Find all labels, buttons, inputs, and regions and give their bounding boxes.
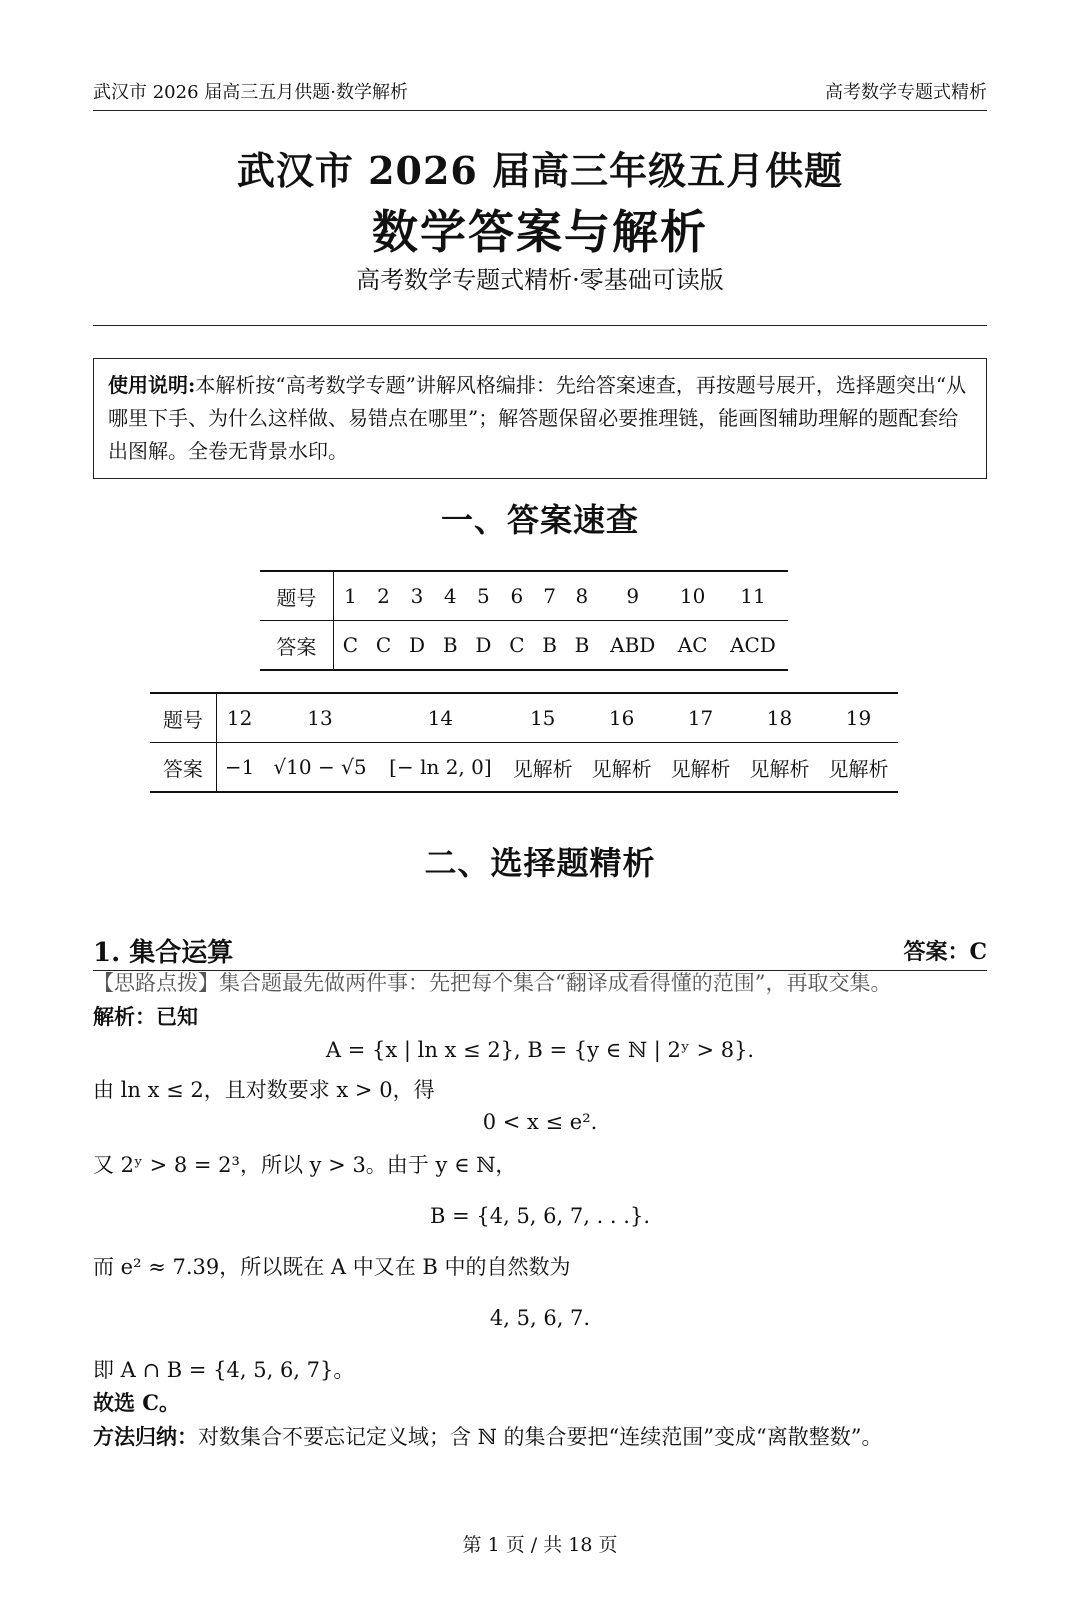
step-exponent: 又 2ʸ > 8 = 2³，所以 y > 3。由于 y ∈ ℕ， [93, 1153, 517, 1177]
table2-number-cell: 19 [819, 693, 898, 743]
running-header [93, 76, 987, 111]
table2-answer-cell: 见解析 [819, 743, 898, 793]
table1-answer-cell: B [566, 621, 598, 671]
question-1-analysis-label: 解析：已知 [93, 1004, 198, 1029]
table1-answer-cell: B [434, 621, 466, 671]
table2-answer-cell: 见解析 [740, 743, 819, 793]
table2-answer-cell: 见解析 [661, 743, 740, 793]
equation-sets: A = {x | ln x ≤ 2}, B = {y ∈ ℕ | 2ʸ > 8}. [325, 1038, 755, 1062]
table1-number-cell: 4 [434, 571, 466, 621]
subtitle: 高考数学专题式精析·零基础可读版 [356, 266, 724, 294]
table1-answer-cell: C [333, 621, 367, 671]
usage-note-label: 使用说明: [108, 373, 196, 397]
method-text: 对数集合不要忘记定义域；含 ℕ 的集合要把“连续范围”变成“离散整数”。 [198, 1425, 883, 1449]
step-intersection: 即 A ∩ B = {4, 5, 6, 7}。 [93, 1358, 355, 1382]
table1-number-cell: 3 [400, 571, 434, 621]
title-rule [93, 325, 987, 326]
table1-number-cell: 8 [566, 571, 598, 621]
table1-answer-cell: B [533, 621, 565, 671]
step-compare: 而 e² ≈ 7.39，所以既在 A 中又在 B 中的自然数为 [93, 1255, 571, 1279]
table1-number-cell: 6 [500, 571, 533, 621]
question-1-header [93, 930, 987, 971]
table2-number-cell: 14 [378, 693, 504, 743]
page-footer: 第 1 页 / 共 18 页 [462, 1534, 618, 1556]
step-log-domain: 由 ln x ≤ 2，且对数要求 x > 0，得 [93, 1078, 435, 1102]
table1-answer-cell: ABD [598, 621, 667, 671]
question-1-tip: 【思路点拨】集合题最先做两件事：先把每个集合“翻译成看得懂的范围”，再取交集。 [93, 971, 892, 995]
table2-answer-cell: 见解析 [503, 743, 582, 793]
table2-number-cell: 17 [661, 693, 740, 743]
table2-answer-cell: √10 − √5 [262, 743, 377, 793]
method-summary [93, 1422, 987, 1452]
table1-answer-cell: D [400, 621, 434, 671]
header-right: 高考数学专题式精析 [825, 82, 987, 103]
table1-answer-header: 答案 [260, 621, 333, 671]
usage-note-box [93, 358, 987, 479]
table1-answer-cell: C [367, 621, 400, 671]
answer-table-2 [150, 692, 898, 793]
table1-number-cell: 11 [718, 571, 788, 621]
table2-number-cell: 12 [216, 693, 262, 743]
table2-answer-cell: −1 [216, 743, 262, 793]
section-answer-key: 一、答案速查 [440, 501, 639, 539]
question-1-title: 1. 集合运算 [93, 937, 234, 968]
table1-number-cell: 9 [598, 571, 667, 621]
table2-answer-header: 答案 [150, 743, 216, 793]
table2-number-cell: 18 [740, 693, 819, 743]
table1-answer-cell: D [466, 621, 500, 671]
table1-number-header: 题号 [260, 571, 333, 621]
header-left: 武汉市 2026 届高三五月供题·数学解析 [93, 82, 408, 103]
table2-number-cell: 15 [503, 693, 582, 743]
table1-answer-cell: ACD [718, 621, 788, 671]
table1-number-cell: 7 [533, 571, 565, 621]
conclusion: 故选 C。 [93, 1390, 181, 1415]
table1-number-cell: 10 [667, 571, 718, 621]
method-label: 方法归纳： [93, 1424, 198, 1449]
section-choice-analysis: 二、选择题精析 [424, 844, 656, 882]
equation-elements: 4, 5, 6, 7. [489, 1306, 591, 1330]
table2-number-cell: 16 [582, 693, 661, 743]
usage-note-text: 本解析按“高考数学专题”讲解风格编排：先给答案速查，再按题号展开，选择题突出“从哪里下手、为什么这样做、易错点在哪里”；解答题保留必要推理链，能画图辅助理解的题配套给出图解。全卷无背景水印。 [108, 373, 967, 463]
table1-number-cell: 1 [333, 571, 367, 621]
equation-set-b: B = {4, 5, 6, 7, . . .}. [430, 1204, 650, 1228]
table2-answer-cell: 见解析 [582, 743, 661, 793]
table2-answer-cell: [− ln 2, 0] [378, 743, 504, 793]
question-1-answer: 答案：C [903, 938, 987, 965]
table2-number-header: 题号 [150, 693, 216, 743]
table1-number-cell: 5 [466, 571, 500, 621]
table1-answer-cell: C [500, 621, 533, 671]
table1-number-cell: 2 [367, 571, 400, 621]
table2-number-cell: 13 [262, 693, 377, 743]
table1-answer-cell: AC [667, 621, 718, 671]
equation-range: 0 < x ≤ e². [482, 1110, 598, 1134]
title-line2: 数学答案与解析 [372, 205, 708, 259]
answer-table-1 [260, 570, 788, 671]
title-line1: 武汉市 2026 届高三年级五月供题 [236, 148, 844, 193]
